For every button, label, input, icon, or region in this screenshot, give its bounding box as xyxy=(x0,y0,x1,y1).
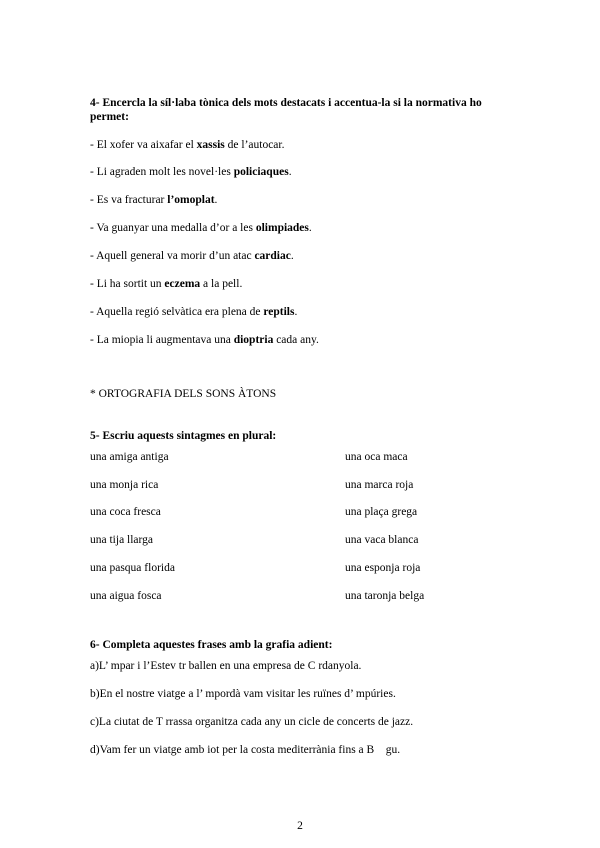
exercise-4-heading: 4- Encercla la síl·laba tònica dels mots destacats i accentua-la si la normativa ho permet: xyxy=(90,97,482,123)
phrase-right: una marca roja xyxy=(345,479,414,491)
exercise-6-sentence: c)La ciutat de T rrassa organitza cada any un cicle de concerts de jazz. xyxy=(90,716,414,728)
phrase-left: una tija llarga xyxy=(90,534,154,546)
sentence-text: - Es va fracturar xyxy=(90,194,168,206)
highlighted-word: eczema xyxy=(164,278,201,290)
section-title: * ORTOGRAFIA DELS SONS ÀTONS xyxy=(90,388,277,400)
highlighted-word: l’omoplat xyxy=(167,194,215,206)
phrase-right: una esponja roja xyxy=(345,562,421,574)
phrase-right: una vaca blanca xyxy=(345,534,419,546)
exercise-4-sentence xyxy=(90,333,319,347)
sentence-text: de l’autocar. xyxy=(224,139,285,151)
highlighted-word: xassis xyxy=(196,139,225,151)
exercise-4-sentence xyxy=(90,165,292,179)
phrase-right: una taronja belga xyxy=(345,590,425,602)
exercise-6-sentence: a)L’ mpar i l’Estev tr ballen en una empresa de C rdanyola. xyxy=(90,660,362,672)
phrase-right: una plaça grega xyxy=(345,506,418,518)
exercise-4-sentence xyxy=(90,221,312,235)
sentence-text: . xyxy=(290,250,294,262)
phrase-left: una aigua fosca xyxy=(90,590,162,602)
highlighted-word: reptils xyxy=(263,306,295,318)
exercise-6-sentence: d)Vam fer un viatge amb iot per la costa mediterrània fins a B gu. xyxy=(90,744,401,756)
sentence-text: - Aquell general va morir d’un atac xyxy=(90,250,255,262)
sentence-text: - El xofer va aixafar el xyxy=(90,139,197,151)
phrase-right: una oca maca xyxy=(345,451,408,463)
sentence-text: . xyxy=(294,306,298,318)
phrase-left: una amiga antiga xyxy=(90,451,169,463)
exercise-5-heading: 5- Escriu aquests sintagmes en plural: xyxy=(90,430,277,442)
sentence-text: . xyxy=(308,222,312,234)
exercise-4-sentence xyxy=(90,193,217,207)
exercise-6-heading: 6- Completa aquestes frases amb la grafia adient: xyxy=(90,639,333,651)
phrase-left: una monja rica xyxy=(90,479,159,491)
sentence-text: a la pell. xyxy=(200,278,243,290)
highlighted-word: dioptria xyxy=(233,334,274,346)
sentence-text: - Li ha sortit un xyxy=(90,278,165,290)
sentence-text: - Va guanyar una medalla d’or a les xyxy=(90,222,256,234)
sentence-text: . xyxy=(214,194,218,206)
phrase-left: una coca fresca xyxy=(90,506,161,518)
sentence-text: - Li agraden molt les novel·les xyxy=(90,166,234,178)
sentence-text: cada any. xyxy=(273,334,319,346)
phrase-left: una pasqua florida xyxy=(90,562,175,574)
sentence-text: - La miopia li augmentava una xyxy=(90,334,234,346)
exercise-6-sentence: b)En el nostre viatge a l’ mpordà vam visitar les ruïnes d’ mpúries. xyxy=(90,688,396,700)
page-number: 2 xyxy=(297,820,303,832)
sentence-text: - Aquella regió selvàtica era plena de xyxy=(90,306,264,318)
exercise-4-sentence xyxy=(90,249,294,263)
exercise-4-sentence xyxy=(90,277,242,291)
highlighted-word: policiaques xyxy=(233,166,289,178)
exercise-4-sentence xyxy=(90,138,284,152)
highlighted-word: cardiac xyxy=(254,250,291,262)
highlighted-word: olimpiades xyxy=(255,222,309,234)
sentence-text: . xyxy=(288,166,292,178)
exercise-4-sentence xyxy=(90,305,297,319)
